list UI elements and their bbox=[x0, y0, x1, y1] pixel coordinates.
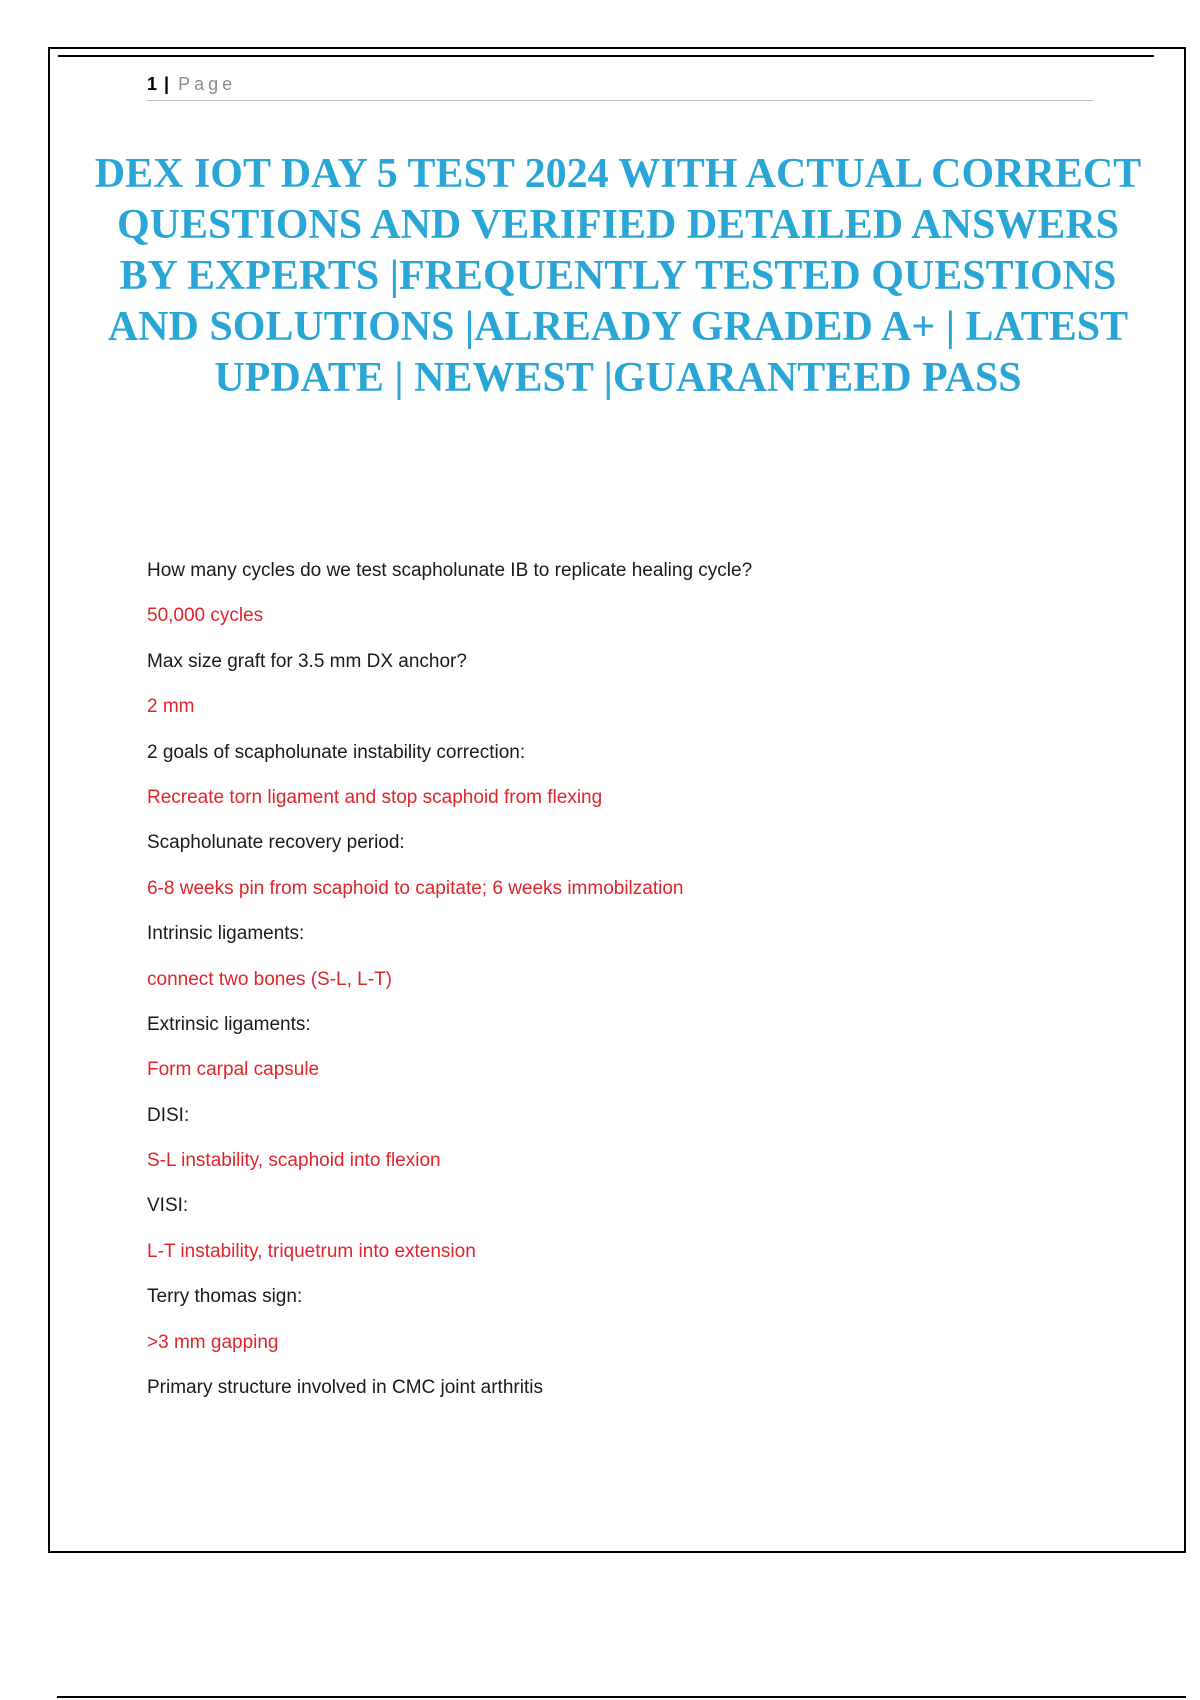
answer-3: Recreate torn ligament and stop scaphoid from flexing bbox=[147, 786, 603, 808]
answer-5: connect two bones (S-L, L-T) bbox=[147, 968, 392, 990]
question-9: Terry thomas sign: bbox=[147, 1286, 303, 1308]
page-word: Page bbox=[178, 74, 237, 94]
question-1: How many cycles do we test scapholunate IB to replicate healing cycle? bbox=[147, 560, 753, 581]
question-8: VISI: bbox=[147, 1195, 189, 1217]
answer-6: Form carpal capsule bbox=[147, 1059, 320, 1081]
answer-2: 2 mm bbox=[147, 696, 195, 718]
answer-9: >3 mm gapping bbox=[147, 1331, 279, 1353]
document-title: DEX IOT DAY 5 TEST 2024 WITH ACTUAL CORRECT QUESTIONS AND VERIFIED DETAILED ANSWERS BY EXPERTS |FREQUENTLY TESTED QUESTIONS AND SOLUTIONS |ALREADY GRADED A+ | LATEST UPDATE | NEWEST |GUARANTEED PASS bbox=[94, 151, 1142, 401]
bottom-rule bbox=[57, 1696, 1186, 1698]
question-10: Primary structure involved in CMC joint arthritis bbox=[147, 1377, 543, 1399]
answer-7: S-L instability, scaphoid into flexion bbox=[147, 1150, 441, 1172]
page-number: 1 bbox=[147, 74, 158, 94]
question-6: Extrinsic ligaments: bbox=[147, 1013, 311, 1035]
question-5: Intrinsic ligaments: bbox=[147, 923, 305, 945]
question-7: DISI: bbox=[147, 1104, 190, 1126]
question-4: Scapholunate recovery period: bbox=[147, 832, 405, 854]
document-page bbox=[48, 47, 1186, 1553]
answer-1: 50,000 cycles bbox=[147, 605, 264, 627]
question-2: Max size graft for 3.5 mm DX anchor? bbox=[147, 650, 467, 672]
page-header bbox=[147, 71, 1093, 101]
qa-list bbox=[147, 559, 1107, 1421]
question-3: 2 goals of scapholunate instability correction: bbox=[147, 741, 526, 763]
header-separator: | bbox=[164, 74, 170, 94]
top-rule bbox=[58, 55, 1154, 57]
answer-8: L-T instability, triquetrum into extension bbox=[147, 1240, 476, 1262]
answer-4: 6-8 weeks pin from scaphoid to capitate; 6 weeks immobilzation bbox=[147, 877, 684, 899]
